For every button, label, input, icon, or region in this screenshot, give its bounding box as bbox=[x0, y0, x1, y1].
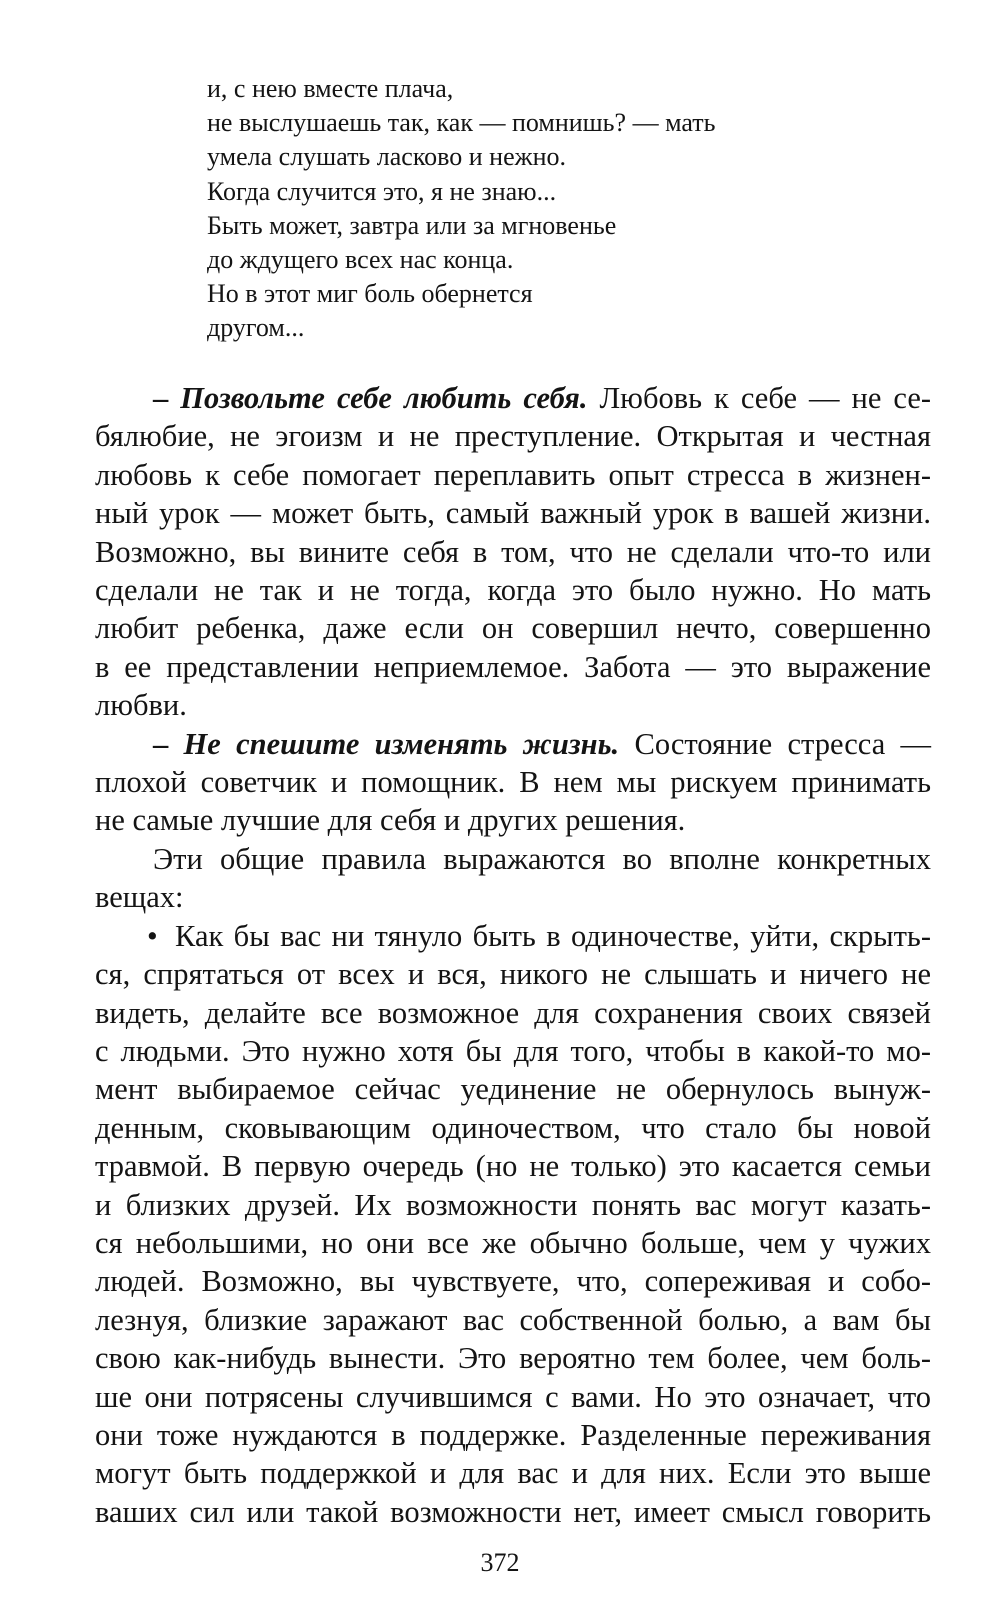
poem-line: Быть может, завтра или за мгновенье bbox=[207, 210, 617, 240]
page-number: 372 bbox=[480, 1548, 520, 1577]
text-line: любовь к себе помогает переплавить опыт стресса в жизнен- bbox=[95, 457, 931, 492]
paragraph-1-rest: Любовь к себе — не се- bbox=[587, 381, 932, 415]
text-line: могут быть поддержкой и для вас и для них. Если это выше bbox=[95, 1456, 931, 1491]
text-line: ваших сил или такой возможности нет, имеет смысл говорить bbox=[95, 1494, 931, 1529]
poem-line: и, с нею вместе плача, bbox=[207, 74, 454, 103]
bullet-icon: • bbox=[147, 918, 158, 953]
list-dash: – bbox=[153, 381, 169, 415]
poem-line: умела слушать ласково и нежно. bbox=[207, 142, 566, 172]
poem-line: другом... bbox=[207, 313, 305, 343]
text-line: бялюбие, не эгоизм и не преступление. Открытая и честная bbox=[95, 419, 931, 454]
text-line: Возможно, вы вините себя в том, что не сделали что-то или bbox=[95, 534, 931, 569]
text-line: людей. Возможно, вы чувствуете, что, сопереживая и собо- bbox=[95, 1264, 931, 1299]
text-line: с людьми. Это нужно хотя бы для того, чтобы в какой-то мо- bbox=[95, 1033, 931, 1068]
text-line: любви. bbox=[95, 688, 187, 723]
text-line: любит ребенка, даже если он совершил нечто, совершенно bbox=[95, 611, 931, 646]
poem-line: Когда случится это, я не знаю... bbox=[207, 176, 557, 206]
text-line: и близких друзей. Их возможности понять вас могут казать- bbox=[95, 1187, 931, 1222]
text-line: в ее представлении неприемлемое. Забота — это выражение bbox=[95, 649, 931, 684]
text-line: вещах: bbox=[95, 880, 184, 915]
paragraph-2-first-line bbox=[95, 725, 931, 763]
text-line: ся, спрятаться от всех и вся, никого не слышать и ничего не bbox=[95, 957, 931, 992]
bullet-text: Как бы вас ни тянуло быть в одиночестве, уйти, скрыть- bbox=[175, 918, 931, 953]
text-line: травмой. В первую очередь (но не только) это касается семьи bbox=[95, 1149, 931, 1184]
body-text bbox=[95, 379, 931, 1531]
paragraph-1-emphasis: Позвольте себе любить себя. bbox=[180, 381, 588, 415]
bullet-first-line bbox=[95, 917, 931, 955]
paragraph-2-emphasis: Не спешите изменять жизнь. bbox=[183, 726, 620, 761]
text-line: ный урок — может быть, самый важный урок в вашей жизни. bbox=[95, 496, 931, 531]
poem-line: до ждущего всех нас конца. bbox=[207, 245, 514, 275]
paragraph-2-rest: Состояние стресса — bbox=[619, 726, 932, 761]
text-line: ше они потрясены случившимся с вами. Но это означает, что bbox=[95, 1379, 931, 1414]
poem-block bbox=[207, 72, 715, 346]
text-line: сделали не так и не тогда, когда это было нужно. Но мать bbox=[95, 573, 931, 608]
poem-line: Но в этот миг боль обернется bbox=[207, 279, 533, 309]
text-line: не самые лучшие для себя и других решения. bbox=[95, 803, 686, 838]
paragraph-1-first-line bbox=[95, 379, 931, 417]
text-line: видеть, делайте все возможное для сохранения своих связей bbox=[95, 995, 931, 1030]
text-line: лезнуя, близкие заражают вас собственной болью, а вам бы bbox=[95, 1302, 931, 1337]
text-line: денным, сковывающим одиночеством, что стало бы новой bbox=[95, 1110, 931, 1145]
text-line: свою как-нибудь вынести. Это вероятно тем более, чем боль- bbox=[95, 1341, 931, 1376]
list-dash: – bbox=[153, 726, 169, 761]
text-line: ся небольшими, но они все же обычно больше, чем у чужих bbox=[95, 1225, 931, 1260]
text-line: Эти общие правила выражаются во вполне конкретных bbox=[153, 841, 931, 876]
text-line: они тоже нуждаются в поддержке. Разделенные переживания bbox=[95, 1417, 931, 1452]
text-line: плохой советчик и помощник. В нем мы рискуем принимать bbox=[95, 765, 931, 800]
poem-line: не выслушаешь так, как — помнишь? — мать bbox=[207, 108, 716, 138]
text-line: мент выбираемое сейчас уединение не обернулось вынуж- bbox=[95, 1072, 931, 1107]
